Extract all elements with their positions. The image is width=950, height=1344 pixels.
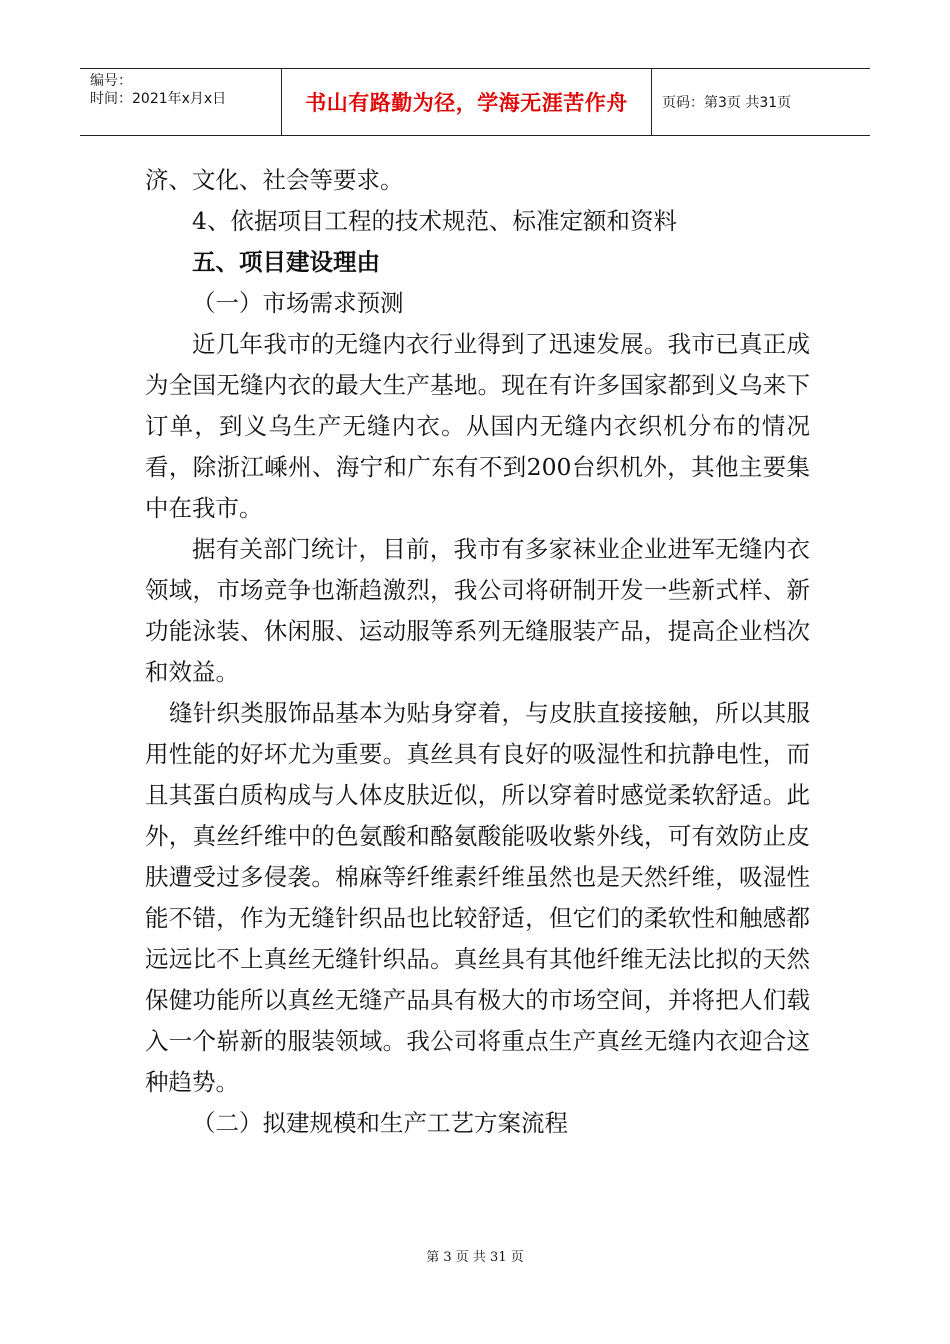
paragraph-market-competition: 据有关部门统计，目前，我市有多家袜业企业进军无缝内衣领域，市场竞争也渐趋激烈，我公司将研制开发一些新式样、新功能泳装、休闲服、运动服等系列无缝服装产品，提高企业档次和效益。 (145, 535, 810, 686)
paragraph-basis-4: 4、依据项目工程的技术规范、标准定额和资料 (192, 207, 677, 235)
subsection-heading-1: （一）市场需求预测 (192, 289, 404, 317)
section-heading-5: 五、项目建设理由 (192, 248, 380, 276)
subsection-heading-2: （二）拟建规模和生产工艺方案流程 (192, 1109, 568, 1137)
header-meta (80, 69, 282, 135)
header-table (80, 68, 870, 136)
paragraph-silk-advantages: 缝针织类服饰品基本为贴身穿着，与皮肤直接接触，所以其服用性能的好坏尤为重要。真丝具有良好的吸湿性和抗静电性，而且其蛋白质构成与人体皮肤近似，所以穿着时感觉柔软舒适。此外，真丝纤维中的色氨酸和酪氨酸能吸收紫外线，可有效防止皮肤遭受过多侵袭。棉麻等纤维素纤维虽然也是天然纤维，吸湿性能不错，作为无缝针织品也比较舒适，但它们的柔软性和触感都远远比不上真丝无缝针织品。真丝具有其他纤维无法比拟的天然保健功能所以真丝无缝产品具有极大的市场空间，并将把人们载入一个崭新的服装领域。我公司将重点生产真丝无缝内衣迎合这种趋势。 (145, 699, 810, 1096)
paragraph-market-development: 近几年我市的无缝内衣行业得到了迅速发展。我市已真正成为全国无缝内衣的最大生产基地。现在有许多国家都到义乌来下订单，到义乌生产无缝内衣。从国内无缝内衣织机分布的情况看，除浙江嵊州、海宁和广东有不到200台织机外，其他主要集中在我市。 (145, 330, 810, 522)
document-time: 时间：2021年x月x日 (90, 91, 227, 107)
header-motto: 书山有路勤为径，学海无涯苦作舟 (282, 69, 652, 135)
document-number: 编号： (90, 73, 132, 89)
page-footer: 第 3 页 共 31 页 (426, 1250, 524, 1265)
header-page-info: 页码：第3页 共31页 (662, 95, 792, 111)
document-body (145, 160, 810, 1144)
paragraph-continuation: 济、文化、社会等要求。 (145, 166, 404, 194)
